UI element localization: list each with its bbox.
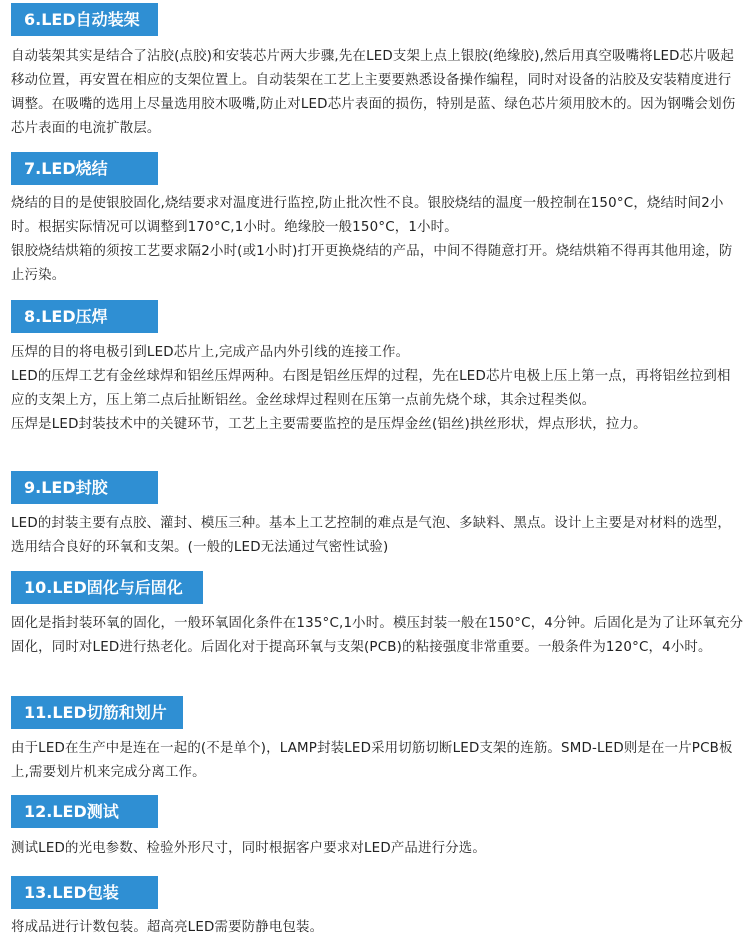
paragraph: 银胶烧结烘箱的须按工艺要求隔2小时(或1小时)打开更换烧结的产品，中间不得随意打开。烧结烘箱不得再其他用途，防止污染。 xyxy=(11,244,733,283)
section-body xyxy=(11,45,744,141)
paragraph: 烧结的目的是使银胶固化,烧结要求对温度进行监控,防止批次性不良。银胶烧结的温度一般控制在150°C，烧结时间2小时。根据实际情况可以调整到170°C,1小时。绝缘胶一般150°C，1小时。 xyxy=(11,196,724,235)
paragraph: 固化是指封装环氧的固化，一般环氧固化条件在135°C,1小时。模压封装一般在150°C，4分钟。后固化是为了让环氧充分固化，同时对LED进行热老化。后固化对于提高环氧与支架(PCB)的粘接强度非常重要。一般条件为120°C，4小时。 xyxy=(11,616,744,655)
section-heading: 12.LED测试 xyxy=(11,795,158,828)
section-heading: 13.LED包装 xyxy=(11,876,158,909)
paragraph: 压焊的目的将电极引到LED芯片上,完成产品内外引线的连接工作。 xyxy=(11,345,410,360)
paragraph: 将成品进行计数包装。超高亮LED需要防静电包装。 xyxy=(11,920,324,935)
section-heading: 8.LED压焊 xyxy=(11,300,158,333)
paragraph: 测试LED的光电参数、检验外形尺寸，同时根据客户要求对LED产品进行分选。 xyxy=(11,841,486,856)
section-heading: 7.LED烧结 xyxy=(11,152,158,185)
section-heading: 11.LED切筋和划片 xyxy=(11,696,183,729)
section-body xyxy=(11,192,744,288)
paragraph: LED的压焊工艺有金丝球焊和铝丝压焊两种。右图是铝丝压焊的过程，先在LED芯片电极上压上第一点，再将铝丝拉到相应的支架上方，压上第二点后扯断铝丝。金丝球焊过程则在压第一点前先烧个球，其余过程类似。 xyxy=(11,369,731,408)
section-body xyxy=(11,341,744,437)
section-body xyxy=(11,916,744,940)
paragraph: 自动装架其实是结合了沾胶(点胶)和安装芯片两大步骤,先在LED支架上点上银胶(绝缘胶),然后用真空吸嘴将LED芯片吸起移动位置，再安置在相应的支架位置上。自动装架在工艺上主要要熟悉设备操作编程，同时对设备的沾胶及安装精度进行调整。在吸嘴的选用上尽量选用胶木吸嘴,防止对LED芯片表面的损伤，特别是蓝、绿色芯片须用胶木的。因为钢嘴会划伤芯片表面的电流扩散层。 xyxy=(11,49,736,136)
section-body xyxy=(11,612,744,660)
paragraph: 压焊是LED封装技术中的关键环节，工艺上主要需要监控的是压焊金丝(铝丝)拱丝形状，焊点形状，拉力。 xyxy=(11,417,647,432)
paragraph: LED的封装主要有点胶、灌封、模压三种。基本上工艺控制的难点是气泡、多缺料、黑点。设计上主要是对材料的选型，选用结合良好的环氧和支架。(一般的LED无法通过气密性试验) xyxy=(11,516,731,555)
section-heading: 9.LED封胶 xyxy=(11,471,158,504)
section-heading: 6.LED自动装架 xyxy=(11,3,158,36)
section-body xyxy=(11,837,744,861)
section-body xyxy=(11,737,744,785)
section-heading: 10.LED固化与后固化 xyxy=(11,571,203,604)
section-body xyxy=(11,512,744,560)
paragraph: 由于LED在生产中是连在一起的(不是单个)，LAMP封装LED采用切筋切断LED支架的连筋。SMD-LED则是在一片PCB板上,需要划片机来完成分离工作。 xyxy=(11,741,733,780)
